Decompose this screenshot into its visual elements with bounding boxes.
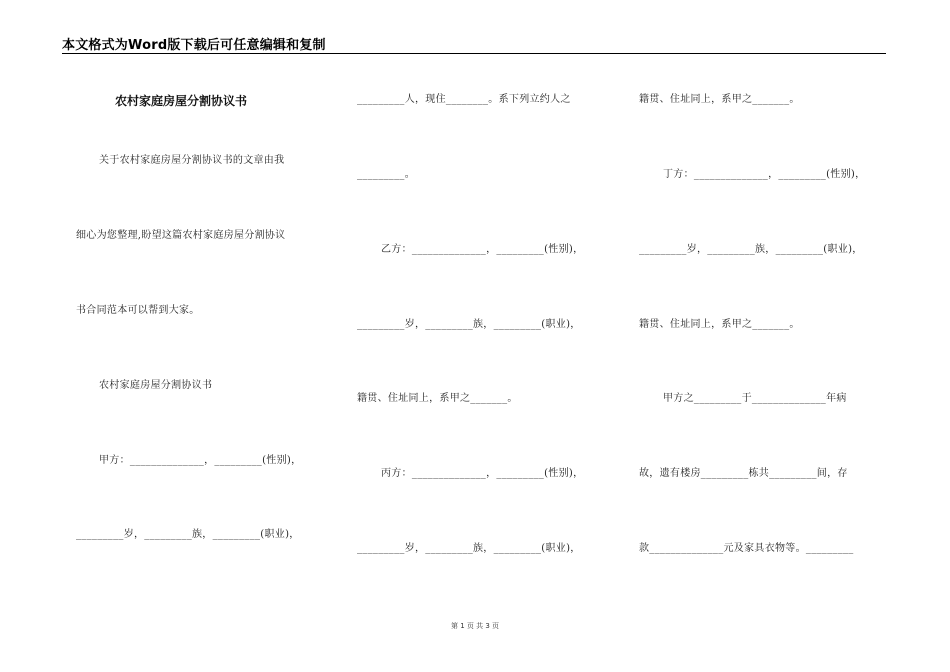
col2-line-7: _________岁，_________族，_________(职业)，	[357, 543, 581, 554]
col3-line-3: _________岁，_________族，_________(职业)，	[639, 244, 863, 255]
document-title: 农村家庭房屋分割协议书	[115, 94, 248, 108]
col2-line-5: 籍贯、住址同上，系甲之_______。	[357, 393, 518, 404]
col3-line-7: 款______________元及家具衣物等。_________	[639, 543, 854, 554]
document-header-text: 本文格式为Word版下载后可任意编辑和复制	[62, 38, 326, 53]
col2-line-3: 乙方：______________，_________(性别)，	[381, 244, 584, 255]
col3-line-2: 丁方：______________，_________(性别)，	[663, 169, 866, 180]
col1-line-5: 甲方：______________，_________(性别)，	[99, 455, 302, 466]
col2-line-1: _________人，现住________。系下列立约人之	[357, 94, 571, 105]
col1-line-3: 书合同范本可以帮到大家。	[76, 305, 200, 316]
col3-line-4: 籍贯、住址同上，系甲之_______。	[639, 319, 800, 330]
col2-line-2: _________。	[357, 169, 415, 180]
col3-line-6: 故，遗有楼房_________栋共_________间，存	[639, 468, 848, 479]
col2-line-6: 丙方：______________，_________(性别)，	[381, 468, 584, 479]
col1-line-2: 细心为您整理,盼望这篇农村家庭房屋分割协议	[76, 230, 286, 241]
col1-line-6: _________岁，_________族，_________(职业)，	[76, 529, 300, 540]
col1-line-4: 农村家庭房屋分割协议书	[99, 380, 213, 391]
col3-line-1: 籍贯、住址同上，系甲之_______。	[639, 94, 800, 105]
col3-line-5: 甲方之_________于______________年病	[663, 393, 847, 404]
header-divider	[62, 53, 886, 54]
page-number: 第 1 页 共 3 页	[450, 622, 500, 630]
col2-line-4: _________岁，_________族，_________(职业)，	[357, 319, 581, 330]
col1-line-1: 关于农村家庭房屋分割协议书的文章由我	[99, 155, 285, 166]
